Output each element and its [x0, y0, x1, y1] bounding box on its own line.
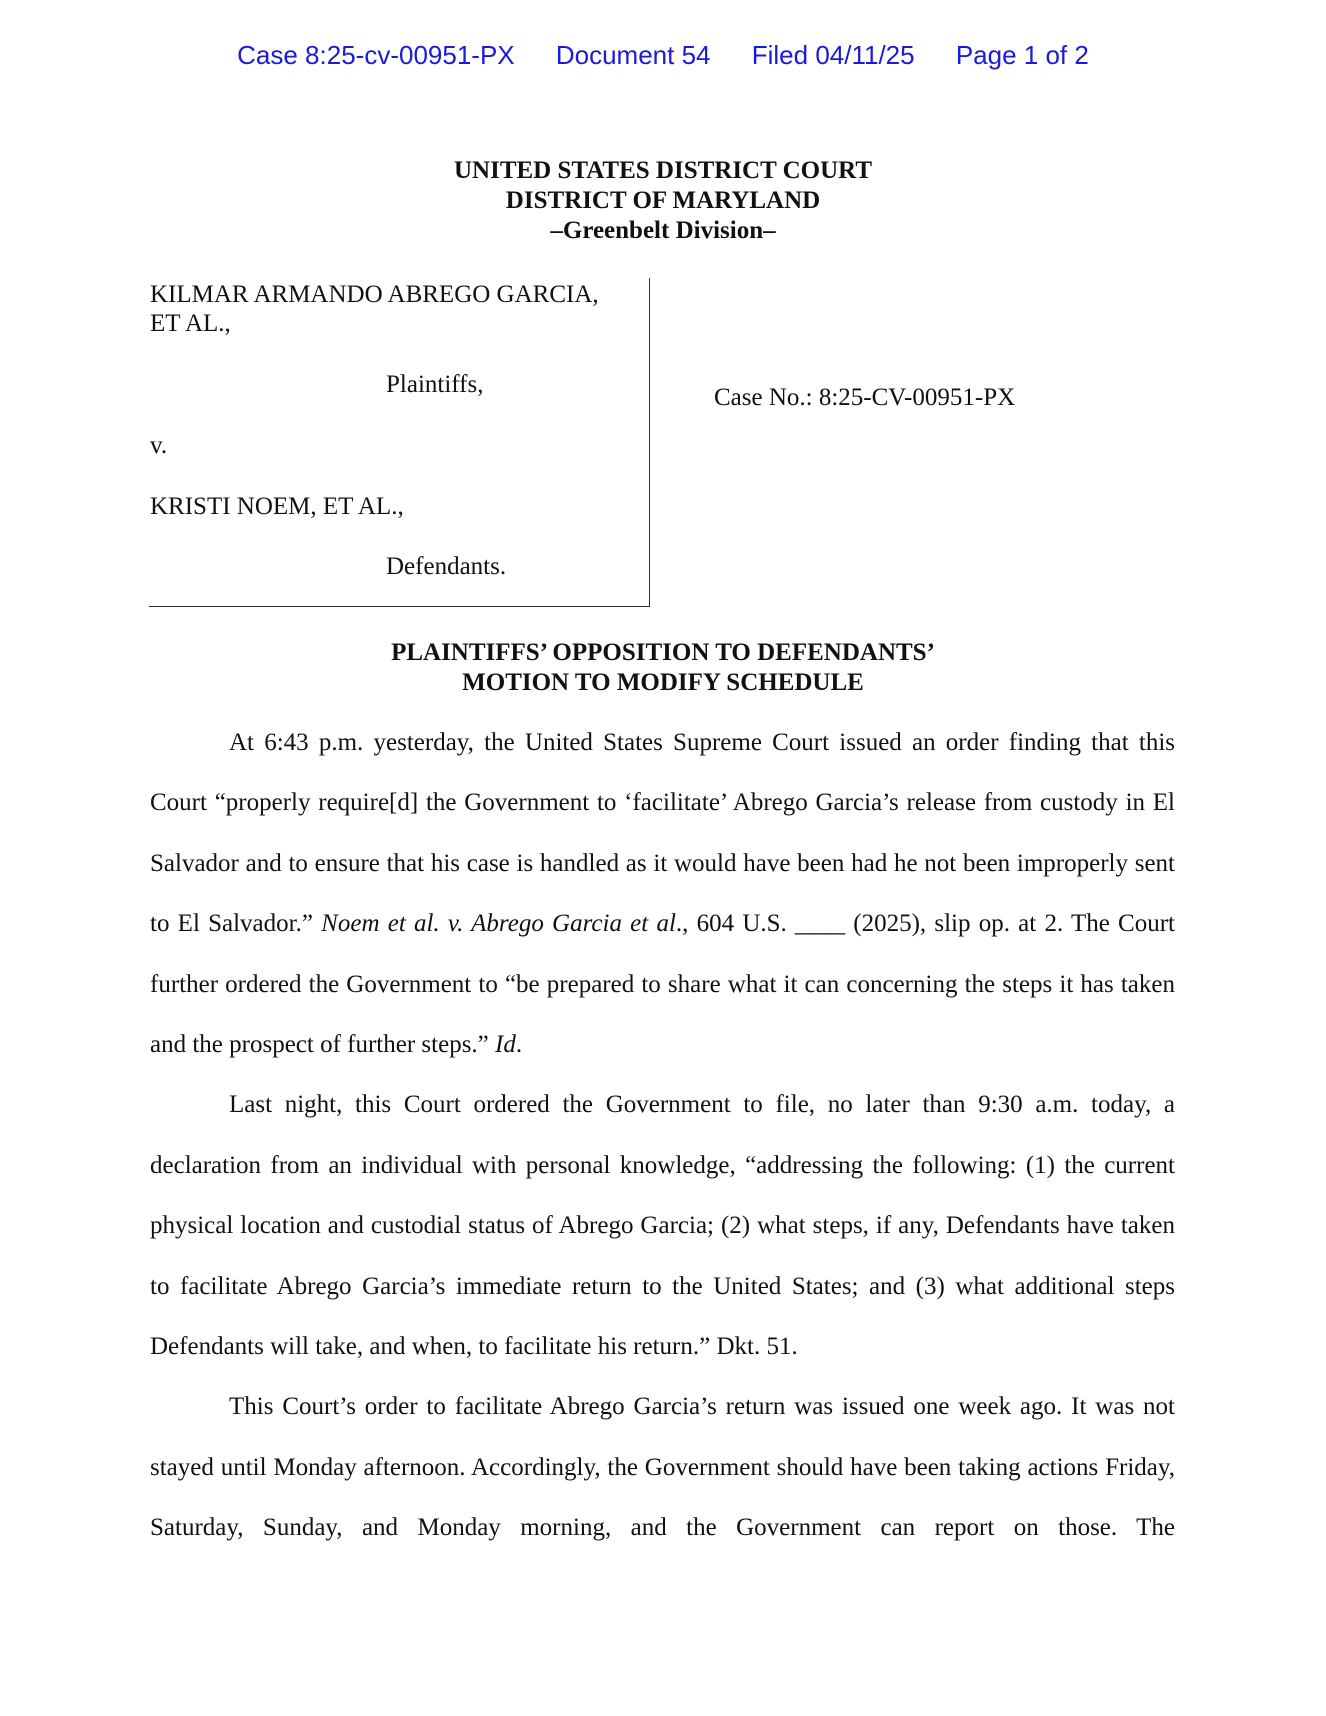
paragraph-1-text-c: .	[515, 1031, 523, 1059]
court-name: UNITED STATES DISTRICT COURT	[454, 157, 872, 184]
defendant-name: KRISTI NOEM, ET AL.,	[150, 493, 404, 520]
document-title	[0, 638, 1326, 698]
paragraph-1	[150, 713, 1175, 1075]
document-title-line-2: MOTION TO MODIFY SCHEDULE	[462, 669, 864, 696]
paragraph-1-text-a: At 6:43 p.m. yesterday, the United States Supreme Court issued an order finding that this Court “properly require[d] the Government to ‘facilitate’ Abrego Garcia’s release from custody in El Salvador and to ensure that his case is handled as it would have been had he not been improperly sent to El Salvador.”	[150, 729, 1175, 938]
case-number: Case No.: 8:25-CV-00951-PX	[714, 384, 1016, 411]
court-district: DISTRICT OF MARYLAND	[505, 187, 821, 214]
case-citation: Noem et al. v. Abrego Garcia et al	[321, 910, 676, 938]
paragraph-2: Last night, this Court ordered the Government to file, no later than 9:30 a.m. today, a declaration from an individual with personal knowledge, “addressing the following: (1) the current physical location and custodial status of Abrego Garcia; (2) what steps, if any, Defendants have taken to facilitate Abrego Garcia’s immediate return to the United States; and (3) what additional steps Defendants will take, and when, to facilitate his return.” Dkt. 51.	[150, 1091, 1175, 1361]
court-heading	[0, 156, 1326, 246]
ecf-filing-header	[0, 40, 1326, 71]
paragraph-1-text-b: ., 604 U.S. ____ (2025), slip op. at 2. The Court further ordered the Government to “be prepared to share what it can concerning the steps it has taken and the prospect of further steps.”	[150, 910, 1175, 1059]
document-body	[150, 713, 1175, 1559]
ecf-filed-date: Filed 04/11/25	[751, 40, 915, 70]
paragraph-3: This Court’s order to facilitate Abrego Garcia’s return was issued one week ago. It was not stayed until Monday afternoon. Accordingly, the Government should have been taking actions Friday, Saturday, Sunday, and Monday morning, and the Government can report on those. The	[150, 1393, 1175, 1542]
plaintiff-et-al: ET AL.,	[150, 310, 231, 337]
plaintiff-name: KILMAR ARMANDO ABREGO GARCIA,	[150, 281, 599, 308]
ecf-case-number: Case 8:25-cv-00951-PX	[237, 40, 515, 70]
ecf-document-number: Document 54	[555, 40, 711, 70]
plaintiffs-label: Plaintiffs,	[386, 371, 484, 398]
court-division: –Greenbelt Division–	[550, 217, 776, 244]
versus-label: v.	[150, 432, 168, 459]
id-citation: Id	[495, 1031, 516, 1059]
document-title-line-1: PLAINTIFFS’ OPPOSITION TO DEFENDANTS’	[391, 639, 935, 666]
ecf-page-number: Page 1 of 2	[955, 40, 1089, 70]
defendants-label: Defendants.	[386, 553, 507, 580]
